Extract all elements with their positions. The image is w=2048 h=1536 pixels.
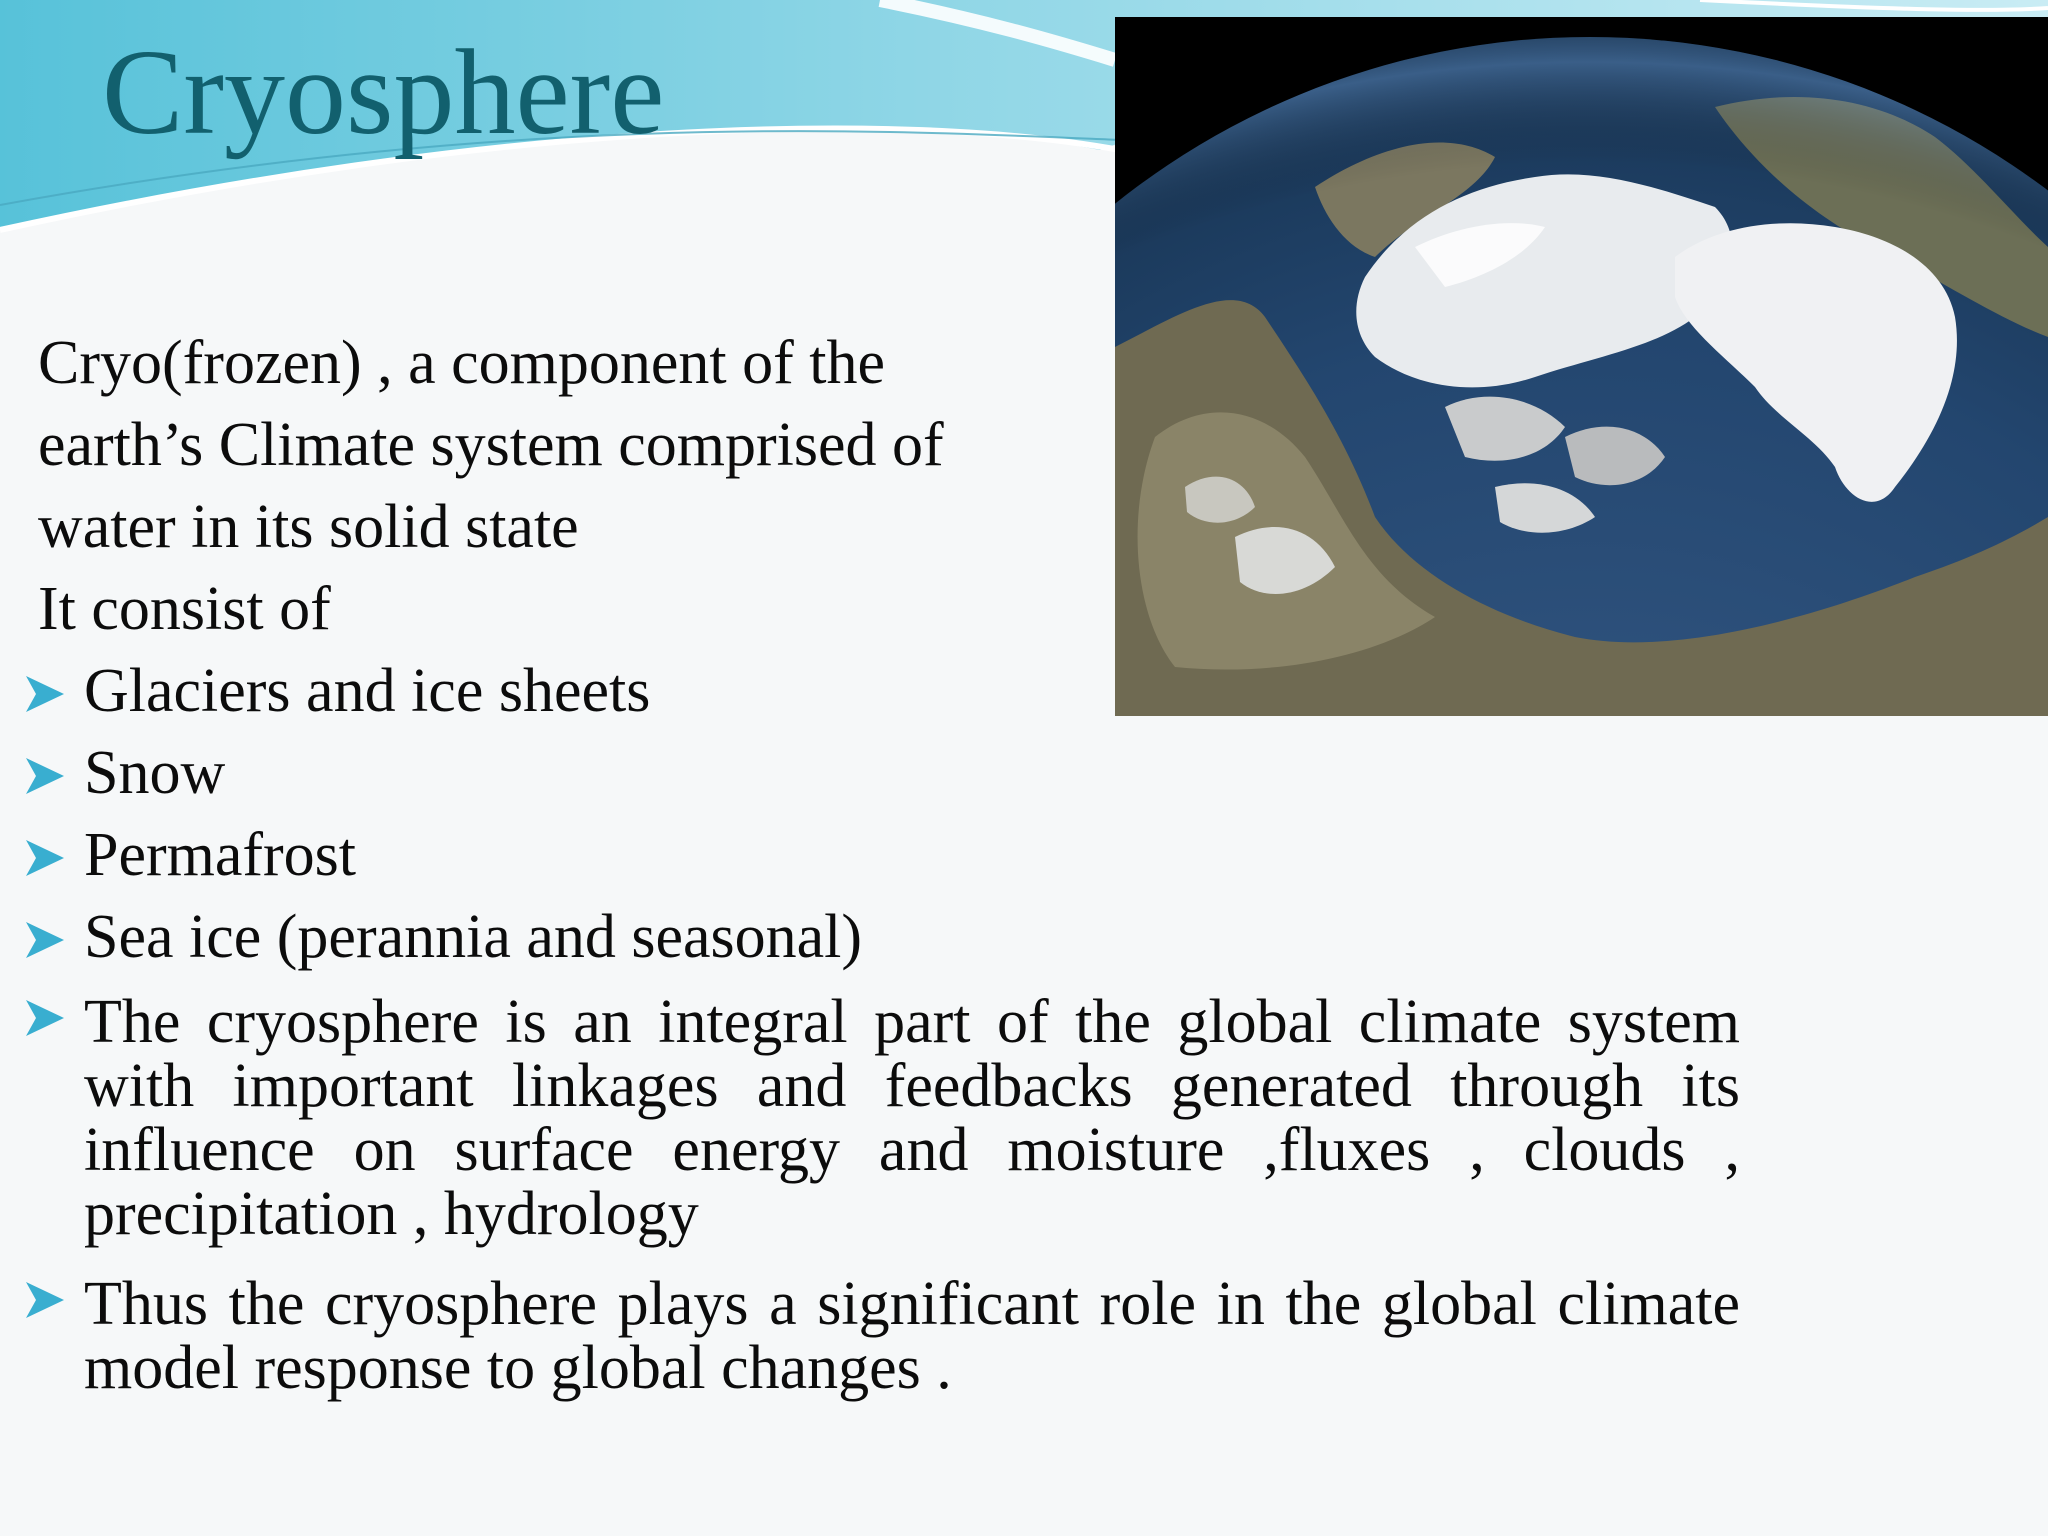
arrowhead-bullet-icon (24, 920, 66, 960)
arctic-earth-image (1115, 17, 2048, 716)
bullet-list (22, 650, 1740, 1402)
bullet-item (22, 732, 1722, 814)
bullet-text: Snow (84, 739, 226, 807)
arrowhead-bullet-icon (24, 674, 66, 714)
intro-text (38, 322, 1098, 650)
intro-line: earth’s Climate system comprised of (38, 411, 944, 479)
bullet-item-paragraph (22, 980, 1740, 1246)
bullet-item-paragraph (22, 1262, 1740, 1400)
arrowhead-bullet-icon (24, 838, 66, 878)
bullet-text: Permafrost (84, 821, 357, 889)
bullet-text: Glaciers and ice sheets (84, 657, 651, 725)
arrowhead-bullet-icon (24, 998, 66, 1038)
bullet-item (22, 814, 1722, 896)
intro-line: It consist of (38, 575, 331, 643)
earth-globe-illustration (1115, 17, 2048, 716)
arrowhead-bullet-icon (24, 1280, 66, 1320)
intro-line: Cryo(frozen) , a component of the (38, 329, 886, 397)
intro-line: water in its solid state (38, 493, 579, 561)
bullet-text: Thus the cryosphere plays a significant role in the global climate model response to global changes . (84, 1270, 1740, 1402)
bullet-text: Sea ice (perannia and seasonal) (84, 903, 863, 971)
arrowhead-bullet-icon (24, 756, 66, 796)
slide-title: Cryosphere (102, 25, 665, 160)
bullet-text: The cryosphere is an integral part of the global climate system with important linkages and feedbacks generated through its influence on surface energy and moisture ,fluxes , clouds , precipitation , hydrology (84, 988, 1740, 1248)
bullet-item (22, 650, 1722, 732)
bullet-item (22, 896, 1722, 978)
